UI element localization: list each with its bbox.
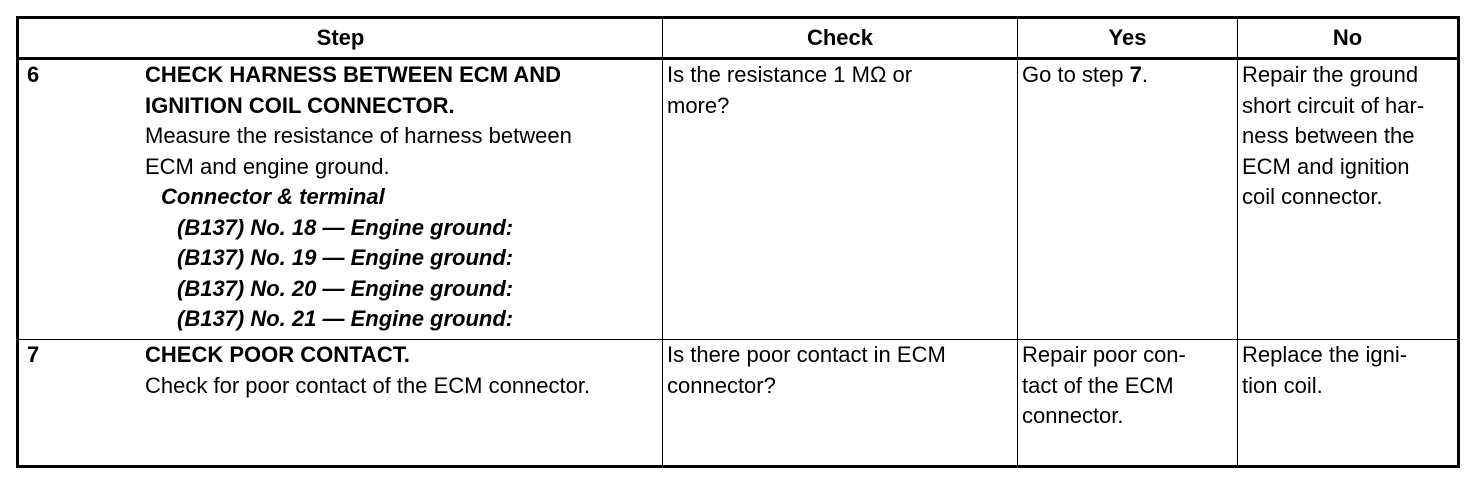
connector-heading: Connector & terminal bbox=[161, 184, 385, 209]
yes-prefix: Go to step bbox=[1022, 62, 1130, 87]
no-cell bbox=[1238, 340, 1459, 467]
no-line: Replace the igni- bbox=[1242, 342, 1408, 367]
step-description-line: Measure the resistance of harness between bbox=[145, 123, 572, 148]
step-title-line: CHECK POOR CONTACT. bbox=[145, 342, 410, 367]
step-cell bbox=[18, 59, 663, 340]
no-line: coil connector. bbox=[1242, 184, 1383, 209]
no-line: tion coil. bbox=[1242, 372, 1323, 398]
check-line: connector? bbox=[667, 372, 776, 398]
step-title-line: IGNITION COIL CONNECTOR. bbox=[145, 92, 455, 118]
check-line: Is the resistance 1 MΩ or bbox=[667, 62, 913, 87]
connector-item: (B137) No. 21 — Engine ground: bbox=[177, 306, 514, 331]
yes-cell bbox=[1018, 340, 1238, 467]
yes-line: Repair poor con- bbox=[1022, 342, 1186, 367]
header-no: No bbox=[1238, 18, 1459, 59]
no-cell bbox=[1238, 59, 1459, 340]
table-header-row bbox=[18, 18, 1459, 59]
step-body bbox=[141, 340, 658, 401]
step-cell bbox=[18, 340, 663, 467]
header-yes: Yes bbox=[1018, 18, 1238, 59]
header-check: Check bbox=[663, 18, 1018, 59]
yes-line: tact of the ECM bbox=[1022, 372, 1174, 398]
step-number: 7 bbox=[27, 342, 40, 367]
step-description-line: ECM and engine ground. bbox=[145, 153, 390, 179]
yes-line bbox=[1022, 60, 1233, 91]
no-line: ness between the bbox=[1242, 123, 1415, 148]
check-line: Is there poor contact in ECM bbox=[667, 342, 946, 367]
check-line: more? bbox=[667, 92, 730, 118]
step-description-line: Check for poor contact of the ECM connector. bbox=[145, 372, 591, 398]
yes-step-reference: 7 bbox=[1129, 62, 1142, 87]
step-body bbox=[141, 60, 658, 335]
check-cell bbox=[663, 340, 1018, 467]
diagnostic-table bbox=[16, 16, 1460, 468]
yes-line: connector. bbox=[1022, 403, 1124, 428]
no-line: short circuit of har- bbox=[1242, 92, 1425, 118]
connector-item: (B137) No. 20 — Engine ground: bbox=[177, 275, 514, 301]
yes-cell bbox=[1018, 59, 1238, 340]
table-row-step-7 bbox=[18, 340, 1459, 467]
check-cell bbox=[663, 59, 1018, 340]
step-title-line: CHECK HARNESS BETWEEN ECM AND bbox=[145, 62, 561, 87]
step-number: 6 bbox=[27, 62, 40, 87]
no-line: Repair the ground bbox=[1242, 62, 1419, 87]
table-row-step-6 bbox=[18, 59, 1459, 340]
header-step: Step bbox=[18, 18, 663, 59]
yes-suffix: . bbox=[1141, 62, 1148, 87]
connector-item: (B137) No. 18 — Engine ground: bbox=[177, 214, 514, 240]
connector-item: (B137) No. 19 — Engine ground: bbox=[177, 245, 514, 270]
no-line: ECM and ignition bbox=[1242, 153, 1410, 179]
